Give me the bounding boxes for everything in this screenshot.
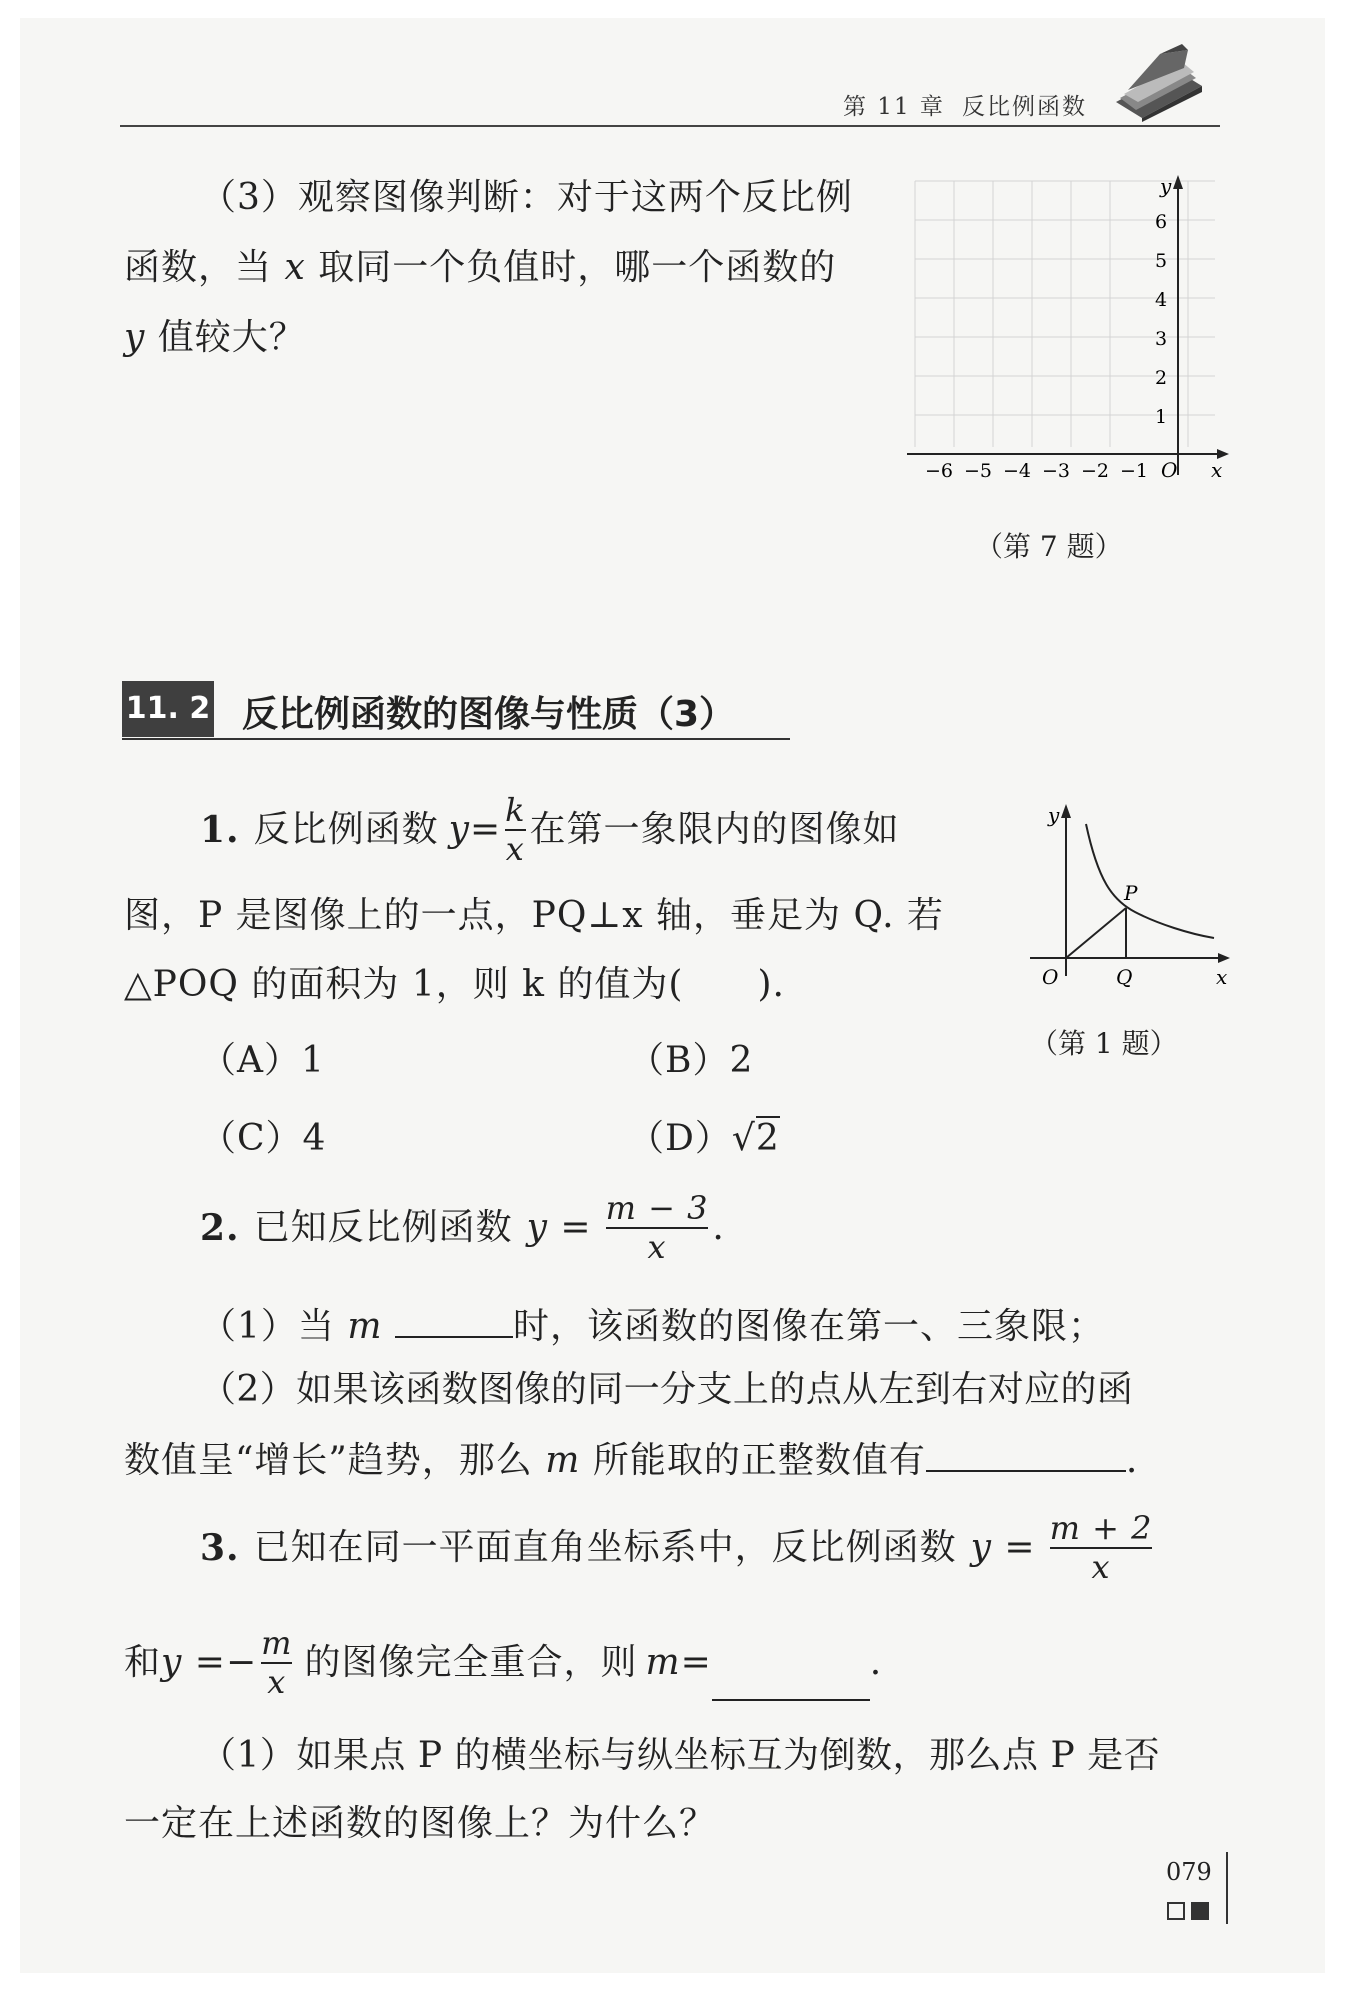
- chapter-title: 反比例函数: [962, 94, 1087, 120]
- var-m: m: [347, 1306, 383, 1347]
- top-problem-line2-a: 函数，当: [124, 247, 273, 288]
- hyperbola-curve: [1086, 824, 1214, 938]
- outline-square-icon: [1167, 1902, 1185, 1920]
- q3-y-eq2: y =−: [161, 1641, 258, 1683]
- q3-m-blank[interactable]: [712, 1669, 870, 1701]
- header-rule: [120, 125, 1220, 127]
- x-tick-neg1: −1: [1120, 460, 1149, 482]
- segment-op: [1066, 908, 1126, 958]
- q3-text-a: 已知在同一平面直角坐标系中，反比例函数: [253, 1526, 957, 1568]
- y-tick-4: 4: [1155, 289, 1168, 311]
- var-x: x: [284, 247, 306, 288]
- q3-number: 3.: [200, 1526, 240, 1569]
- q3-line2-a: 和: [124, 1641, 162, 1683]
- figure-problem-1: [1020, 800, 1235, 995]
- q1-frac-den: x: [505, 829, 525, 868]
- q1-number: 1.: [200, 808, 240, 851]
- q2-sub2-line2-b: 所能取的正整数值有: [592, 1440, 926, 1481]
- var-m: m: [545, 1440, 581, 1481]
- q1-option-b: （B）2: [628, 1040, 754, 1081]
- section-title: 反比例函数的图像与性质（3）: [242, 694, 736, 735]
- y-tick-5: 5: [1155, 250, 1168, 272]
- x-tick-neg2: −2: [1081, 460, 1110, 482]
- x-axis-arrow: [1218, 953, 1230, 963]
- x-tick-neg5: −5: [964, 460, 993, 482]
- x-tick-neg3: −3: [1042, 460, 1071, 482]
- q2-sub2-line2-a: 数值呈“增长”趋势，那么: [124, 1440, 533, 1481]
- q1-option-d: [628, 1118, 780, 1159]
- page-number: 079: [1166, 1858, 1212, 1886]
- q1-fraction: [505, 792, 525, 868]
- q3-line2: [124, 1625, 882, 1701]
- q3-sub1-line1: （1）如果点 P 的横坐标与纵坐标互为倒数，那么点 P 是否: [200, 1735, 1161, 1776]
- y-axis-arrow: [1173, 175, 1183, 189]
- x-tick-neg4: −4: [1003, 460, 1032, 482]
- section-number: 11. 2: [122, 681, 214, 737]
- y-tick-2: 2: [1155, 367, 1168, 389]
- q3-frac2-num: m: [261, 1624, 293, 1662]
- point-q-label: Q: [1116, 965, 1133, 989]
- y-axis-label: y: [1160, 175, 1172, 198]
- q1-option-a: （A）1: [200, 1040, 325, 1081]
- grid: [915, 181, 1215, 447]
- y-axis-arrow: [1061, 804, 1071, 818]
- footer-rule: [1226, 1852, 1228, 1924]
- top-problem-line2: [124, 247, 837, 288]
- q1-text-a: 反比例函数: [253, 808, 439, 850]
- q3-fraction-2: [261, 1625, 292, 1701]
- q3-y-eq: y =: [970, 1526, 1036, 1568]
- top-problem-line3-b: 值较大？: [157, 317, 306, 358]
- q3-line1: [200, 1510, 1156, 1586]
- q2-sub2-line1: （2）如果该函数图像的同一分支上的点从左到右对应的函: [200, 1369, 1134, 1410]
- q1-option-d-prefix: （D）: [628, 1118, 732, 1159]
- q2-sub1-a: （1）当: [200, 1306, 335, 1347]
- q2-number: 2.: [200, 1206, 240, 1249]
- book-icon: [1110, 40, 1208, 122]
- q3-frac1-den: x: [1091, 1547, 1111, 1586]
- q1-option-c: （C）4: [200, 1118, 327, 1159]
- q2-y-eq: y =: [526, 1206, 592, 1248]
- q1-line2: 图，P 是图像上的一点，PQ⊥x 轴，垂足为 Q. 若: [124, 895, 945, 936]
- y-tick-3: 3: [1155, 328, 1168, 350]
- q2-text-a: 已知反比例函数: [253, 1206, 513, 1248]
- chapter-number: 第 11 章: [843, 94, 945, 120]
- q2-frac-num: m − 3: [605, 1189, 709, 1227]
- q2-sub1: [200, 1306, 1105, 1345]
- origin-label: O: [1042, 965, 1059, 989]
- q2-line1: [200, 1190, 725, 1266]
- graph7-caption: （第 7 题）: [975, 530, 1123, 563]
- x-axis-label: x: [1211, 458, 1223, 482]
- figure1-caption: （第 1 题）: [1030, 1027, 1178, 1060]
- origin-label: O: [1161, 458, 1178, 482]
- var-y: y: [124, 317, 146, 358]
- q1-option-d-value: 2: [755, 1118, 780, 1159]
- y-axis-label: y: [1048, 803, 1060, 827]
- top-problem-line2-b: 取同一个负值时，哪一个函数的: [318, 247, 837, 288]
- q3-line2-end: .: [869, 1641, 883, 1683]
- y-tick-6: 6: [1155, 211, 1168, 233]
- q1-text-b: 在第一象限内的图像如: [529, 808, 900, 850]
- q2-sub2-line2: [124, 1440, 1138, 1479]
- q2-sub1-blank[interactable]: [395, 1306, 513, 1338]
- filled-square-icon: [1191, 1902, 1209, 1920]
- x-axis-label: x: [1216, 965, 1228, 989]
- q1-frac-num: k: [505, 791, 526, 829]
- q3-sub1-line2: 一定在上述函数的图像上？为什么？: [124, 1803, 717, 1844]
- top-problem-line3: [124, 317, 306, 358]
- q2-period: .: [712, 1206, 725, 1248]
- q2-sub2-end: .: [1125, 1440, 1139, 1481]
- q3-m-eq: m=: [645, 1641, 712, 1683]
- top-problem-line1: （3）观察图像判断：对于这两个反比例: [200, 177, 853, 218]
- q2-fraction: [606, 1190, 709, 1266]
- sqrt-symbol: √: [731, 1118, 756, 1159]
- section-rule: [122, 738, 790, 740]
- q3-frac1-num: m + 2: [1049, 1509, 1153, 1547]
- q1-line3: △POQ 的面积为 1，则 k 的值为( ).: [124, 964, 785, 1005]
- q3-line2-b: 的图像完全重合，则: [304, 1641, 638, 1683]
- x-tick-neg6: −6: [925, 460, 954, 482]
- q3-frac2-den: x: [267, 1662, 287, 1701]
- y-tick-1: 1: [1155, 406, 1168, 428]
- q1-line1: [200, 792, 900, 868]
- q1-y-eq: y=: [448, 808, 502, 850]
- q2-sub2-blank[interactable]: [926, 1440, 1126, 1472]
- q3-fraction-1: [1050, 1510, 1153, 1586]
- q2-sub1-b: 时，该函数的图像在第一、三象限；: [512, 1306, 1105, 1347]
- graph-problem-7: [905, 175, 1235, 495]
- q2-frac-den: x: [647, 1227, 667, 1266]
- point-p-label: P: [1124, 881, 1138, 905]
